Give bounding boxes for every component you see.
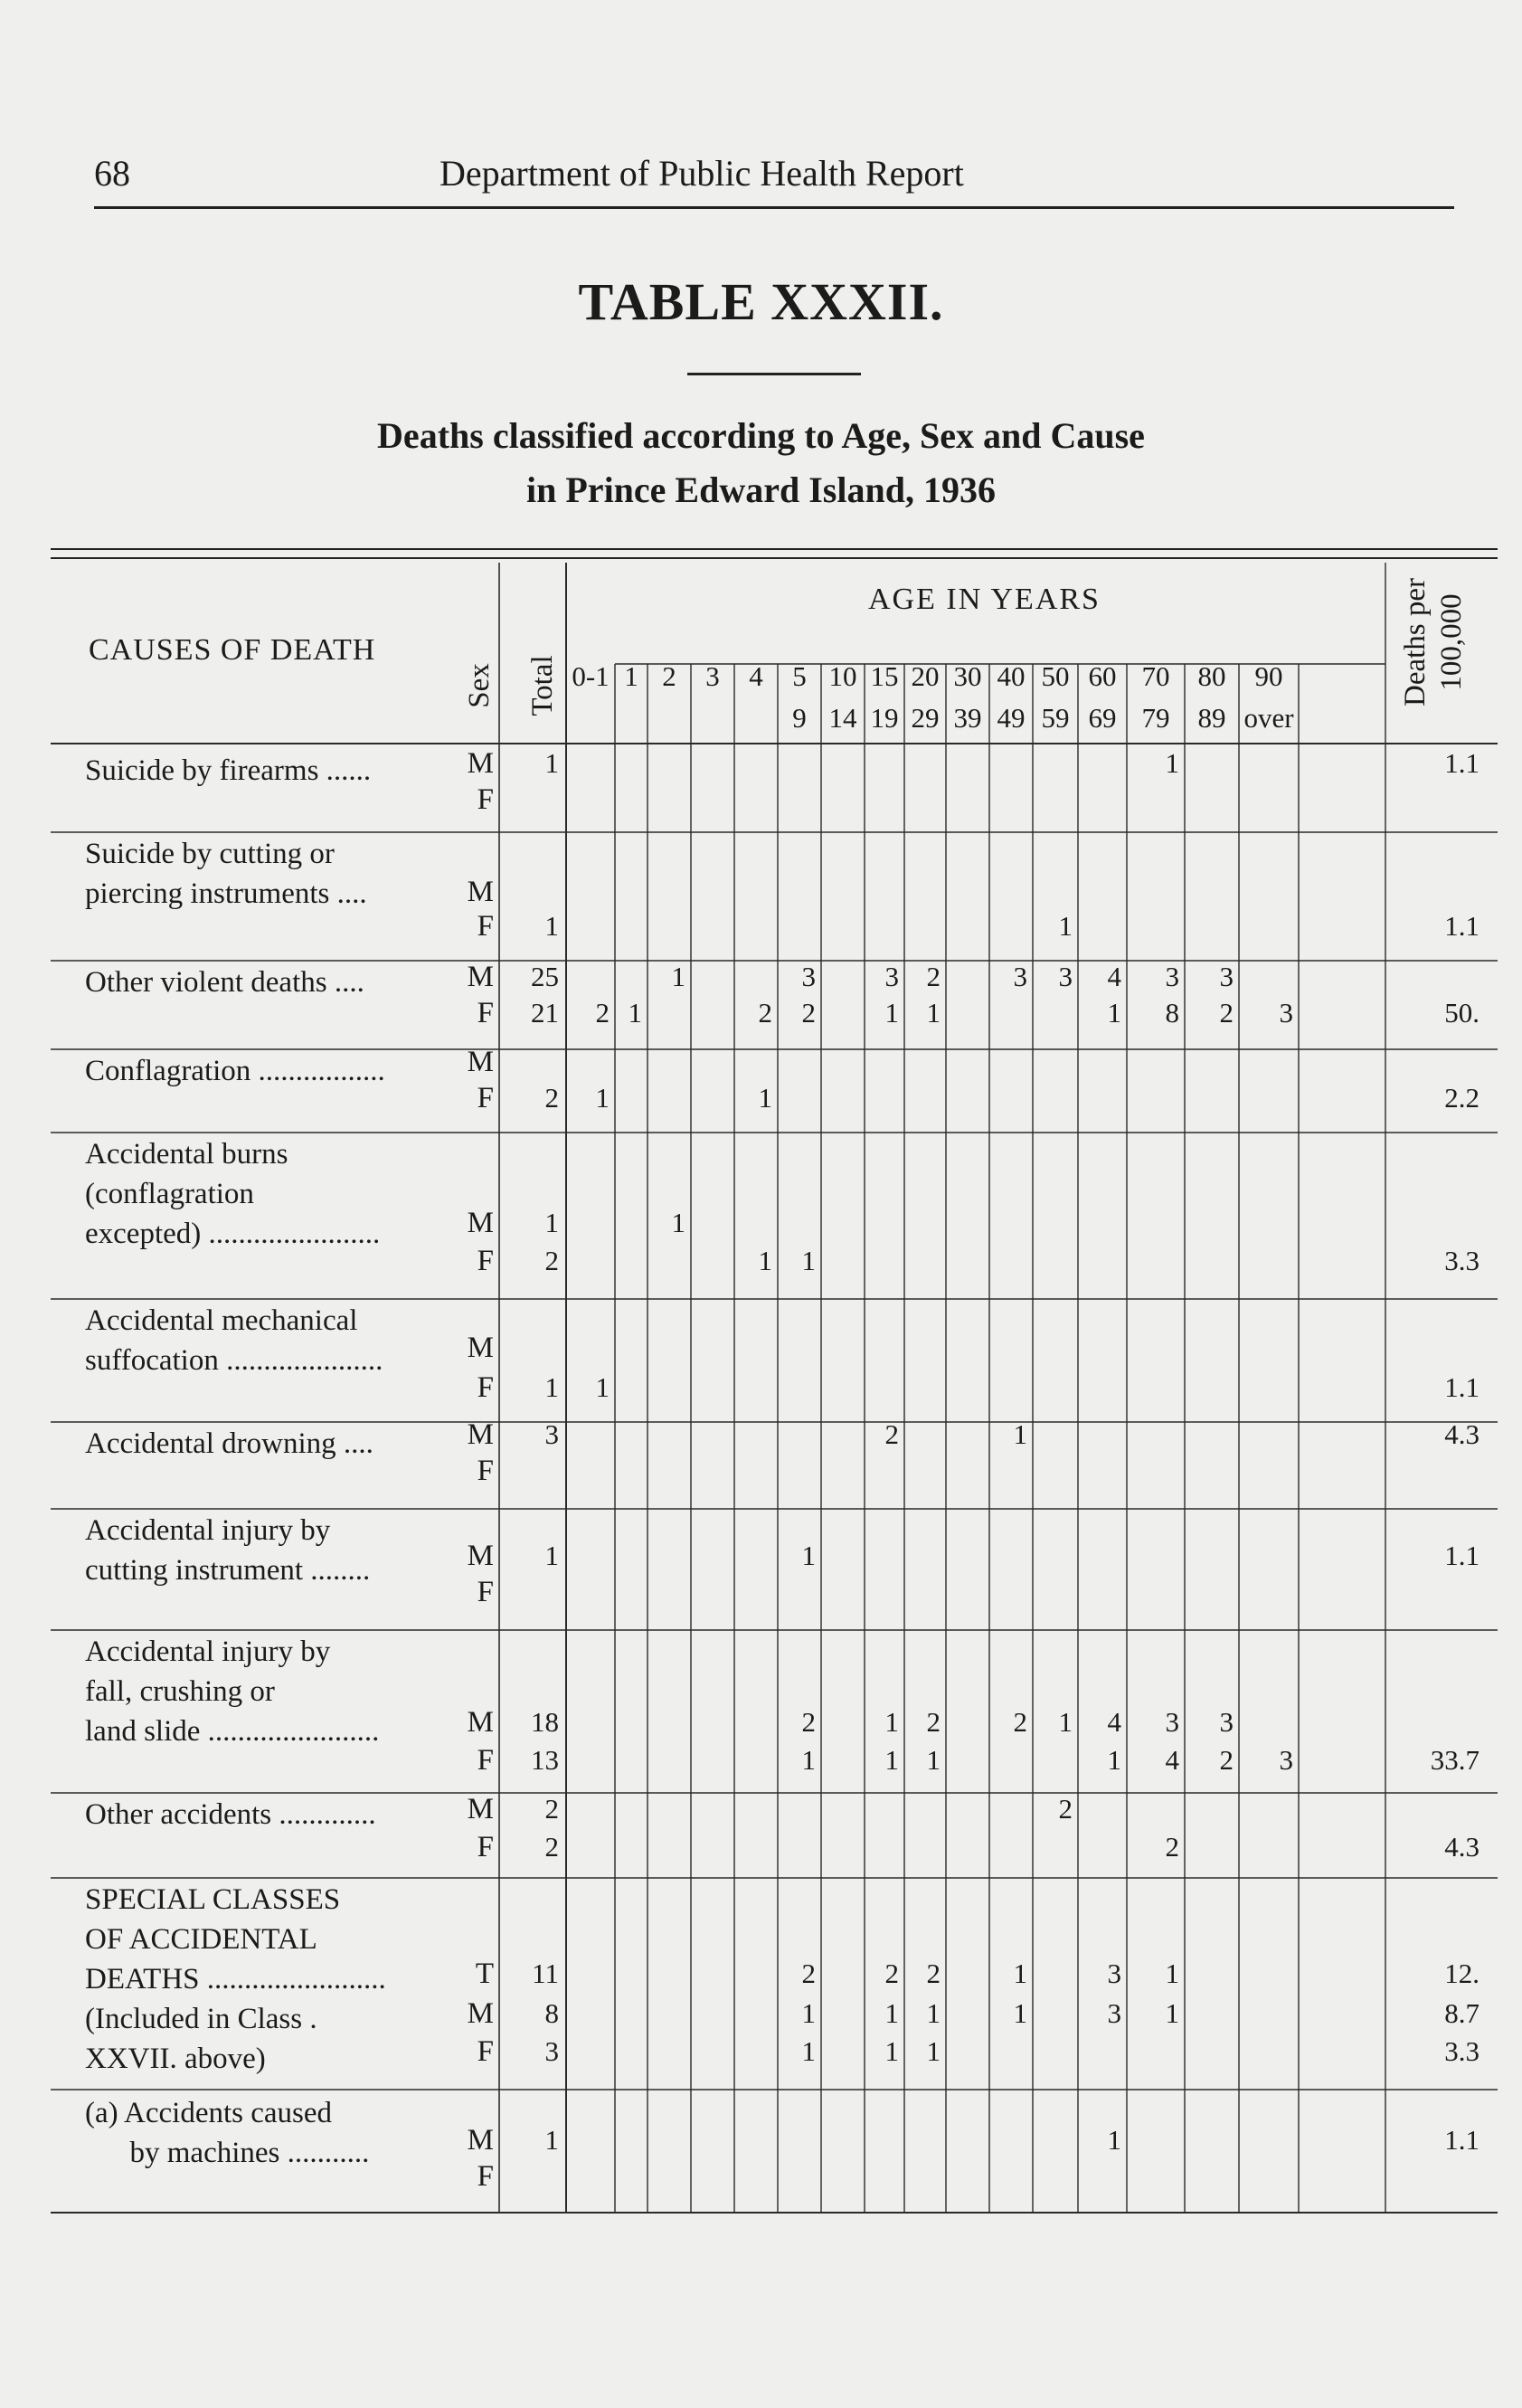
age-group-header-top: 15	[870, 660, 899, 692]
age-count-cell: 2	[1058, 1793, 1073, 1825]
age-count-cell: 1	[884, 997, 899, 1029]
death-rate-cell: 50.	[1444, 997, 1479, 1029]
age-count-cell: 2	[926, 1958, 941, 1989]
age-group-header-bottom: over	[1243, 702, 1294, 734]
age-count-cell: 2	[926, 1706, 941, 1738]
page-number: 68	[94, 153, 130, 194]
age-group-header-top: 30	[953, 660, 982, 692]
age-count-cell: 1	[1165, 1997, 1179, 2029]
age-count-cell: 2	[801, 1958, 816, 1989]
age-count-cell: 3	[1279, 1744, 1293, 1776]
age-count-cell: 1	[884, 1706, 899, 1738]
table-subtitle-line1: Deaths classified according to Age, Sex and Cause	[377, 415, 1145, 456]
age-count-cell: 1	[758, 1082, 772, 1114]
sex-cell: M	[467, 747, 494, 780]
age-group-header-bottom: 9	[792, 702, 807, 734]
age-count-cell: 3	[1013, 961, 1027, 992]
age-count-cell: 2	[926, 961, 941, 992]
age-group-header-top: 50	[1041, 660, 1070, 692]
age-count-cell: 4	[1165, 1744, 1179, 1776]
death-rate-cell: 4.3	[1444, 1418, 1479, 1450]
total-cell: 11	[532, 1958, 559, 1989]
sex-cell: F	[477, 2160, 494, 2193]
age-group-header-top: 4	[749, 660, 763, 692]
cause-label-line: piercing instruments ....	[85, 877, 367, 910]
death-rate-cell: 1.1	[1444, 910, 1479, 942]
age-in-years-header: AGE IN YEARS	[868, 583, 1101, 616]
total-column-header: Total	[526, 655, 559, 716]
total-cell: 3	[544, 1418, 559, 1450]
cause-label-line: SPECIAL CLASSES	[85, 1883, 341, 1916]
sex-cell: F	[477, 1831, 494, 1863]
death-rate-cell: 1.1	[1444, 2124, 1479, 2156]
cause-of-death-label	[85, 1632, 379, 1751]
death-rate-cell: 8.7	[1444, 1997, 1479, 2029]
cause-of-death-label	[85, 1511, 370, 1590]
sex-cell: M	[467, 876, 494, 908]
age-count-cell: 3	[1058, 961, 1073, 992]
total-cell: 3	[544, 2035, 559, 2067]
age-count-cell: 2	[801, 997, 816, 1029]
age-count-cell: 1	[1058, 1706, 1073, 1738]
age-count-cell: 1	[1013, 1997, 1027, 2029]
age-count-cell: 3	[1219, 1706, 1234, 1738]
cause-label-line: excepted) .......................	[85, 1218, 381, 1250]
total-cell: 1	[544, 910, 559, 942]
death-rate-cell: 3.3	[1444, 2035, 1479, 2067]
age-count-cell: 1	[1165, 747, 1179, 779]
age-count-cell: 1	[1165, 1958, 1179, 1989]
age-count-cell: 3	[884, 961, 899, 992]
total-cell: 1	[544, 2124, 559, 2156]
rate-column-header-2	[1436, 552, 1472, 733]
age-group-header-bottom: 49	[997, 702, 1026, 734]
age-group-header-bottom: 69	[1088, 702, 1117, 734]
sex-cell: T	[475, 1958, 494, 1990]
age-count-cell: 2	[1219, 997, 1234, 1029]
cause-label-line: DEATHS ........................	[85, 1963, 386, 1996]
causes-of-death-header: CAUSES OF DEATH	[89, 633, 376, 667]
age-count-cell: 2	[758, 997, 772, 1029]
cause-of-death-label	[85, 751, 371, 791]
age-count-cell: 2	[1013, 1706, 1027, 1738]
cause-label-line: Accidental drowning ....	[85, 1427, 373, 1460]
cause-label-line: suffocation .....................	[85, 1344, 383, 1377]
age-count-cell: 1	[671, 961, 685, 992]
cause-of-death-label	[85, 1301, 383, 1380]
cause-label-line: cutting instrument ........	[85, 1554, 371, 1587]
sex-cell: M	[467, 1540, 494, 1572]
cause-label-line: Accidental mechanical	[85, 1304, 358, 1337]
age-count-cell: 1	[801, 2035, 816, 2067]
age-count-cell: 3	[801, 961, 816, 992]
running-title: Department of Public Health Report	[440, 153, 964, 194]
age-count-cell: 4	[1107, 961, 1121, 992]
table-subtitle-line2: in Prince Edward Island, 1936	[526, 469, 996, 510]
cause-of-death-label	[85, 1051, 385, 1091]
sex-cell: M	[467, 1418, 494, 1451]
age-count-cell: 1	[926, 997, 941, 1029]
sex-cell: F	[477, 997, 494, 1029]
age-group-header-bottom: 14	[828, 702, 857, 734]
cause-label-line: Suicide by cutting or	[85, 838, 335, 870]
cause-label-line: Accidental injury by	[85, 1514, 331, 1547]
age-count-cell: 2	[884, 1958, 899, 1989]
cause-label-line: (conflagration	[85, 1178, 254, 1210]
cause-label-line: Conflagration .................	[85, 1055, 385, 1087]
total-cell: 2	[544, 1831, 559, 1863]
age-count-cell: 1	[884, 2035, 899, 2067]
age-count-cell: 1	[628, 997, 642, 1029]
total-cell: 1	[544, 1207, 559, 1238]
total-cell: 1	[544, 1540, 559, 1571]
cause-label-line: (a) Accidents caused	[85, 2097, 333, 2129]
age-count-cell: 1	[926, 1744, 941, 1776]
age-group-header-bottom: 79	[1141, 702, 1170, 734]
cause-of-death-label	[85, 2093, 369, 2173]
sex-cell: M	[467, 961, 494, 993]
age-count-cell: 3	[1107, 1997, 1121, 2029]
death-rate-cell: 12.	[1444, 1958, 1479, 1989]
death-rate-cell: 4.3	[1444, 1831, 1479, 1863]
sex-cell: F	[477, 1744, 494, 1777]
age-group-header-bottom: 89	[1197, 702, 1226, 734]
age-count-cell: 8	[1165, 997, 1179, 1029]
death-rate-cell: 33.7	[1430, 1744, 1479, 1776]
age-count-cell: 1	[595, 1082, 610, 1114]
age-count-cell: 2	[884, 1418, 899, 1450]
age-count-cell: 3	[1165, 1706, 1179, 1738]
sex-cell: F	[477, 1371, 494, 1404]
sex-cell: F	[477, 2035, 494, 2068]
rate-header-line1: Deaths per	[1399, 577, 1432, 707]
total-cell: 8	[544, 1997, 559, 2029]
age-group-header-top: 1	[624, 660, 638, 692]
cause-label-line: land slide .......................	[85, 1715, 380, 1748]
age-count-cell: 1	[1107, 1744, 1121, 1776]
total-cell: 13	[531, 1744, 559, 1776]
cause-label-line: OF ACCIDENTAL	[85, 1923, 317, 1956]
death-rate-cell: 2.2	[1444, 1082, 1479, 1114]
age-count-cell: 3	[1165, 961, 1179, 992]
cause-label-line: by machines ...........	[85, 2137, 370, 2169]
age-group-header-top: 90	[1254, 660, 1283, 692]
age-count-cell: 2	[595, 997, 610, 1029]
age-count-cell: 1	[758, 1245, 772, 1276]
sex-cell: F	[477, 1455, 494, 1487]
age-count-cell: 1	[1058, 910, 1073, 942]
cause-of-death-label	[85, 834, 367, 914]
age-count-cell: 3	[1107, 1958, 1121, 1989]
total-cell: 2	[544, 1245, 559, 1276]
age-count-cell: 2	[801, 1706, 816, 1738]
cause-label-line: XXVII. above)	[85, 2043, 266, 2075]
age-count-cell: 1	[801, 1540, 816, 1571]
death-rate-cell: 1.1	[1444, 747, 1479, 779]
age-group-header-bottom: 39	[953, 702, 982, 734]
cause-label-line: Accidental burns	[85, 1138, 288, 1171]
sex-cell: M	[467, 1332, 494, 1364]
age-count-cell: 1	[1013, 1418, 1027, 1450]
age-count-cell: 1	[671, 1207, 685, 1238]
age-group-header-top: 40	[997, 660, 1026, 692]
cause-of-death-label	[85, 1134, 380, 1254]
age-group-header-top: 70	[1141, 660, 1170, 692]
sex-cell: M	[467, 2124, 494, 2157]
sex-cell: F	[477, 1245, 494, 1277]
total-cell: 2	[544, 1082, 559, 1114]
cause-label-line: Other violent deaths ....	[85, 966, 364, 999]
cause-label-line: fall, crushing or	[85, 1675, 275, 1708]
age-group-header-bottom: 59	[1041, 702, 1070, 734]
age-count-cell: 3	[1219, 961, 1234, 992]
cause-of-death-label	[85, 1795, 376, 1834]
age-count-cell: 1	[1013, 1958, 1027, 1989]
age-group-header-bottom: 19	[870, 702, 899, 734]
sex-cell: M	[467, 1706, 494, 1739]
age-count-cell: 1	[926, 1997, 941, 2029]
sex-cell: F	[477, 910, 494, 943]
age-group-header-top: 3	[705, 660, 720, 692]
age-count-cell: 1	[801, 1997, 816, 2029]
age-count-cell: 1	[1107, 2124, 1121, 2156]
age-count-cell: 2	[1165, 1831, 1179, 1863]
age-count-cell: 1	[926, 2035, 941, 2067]
rate-header-line2: 100,000	[1435, 593, 1468, 691]
age-count-cell: 1	[595, 1371, 610, 1403]
cause-label-line: Suicide by firearms ......	[85, 754, 372, 787]
age-count-cell: 1	[1107, 997, 1121, 1029]
total-cell: 1	[544, 747, 559, 779]
total-cell: 25	[531, 961, 559, 992]
sex-column-header: Sex	[463, 663, 496, 708]
death-rate-cell: 3.3	[1444, 1245, 1479, 1276]
total-cell: 2	[544, 1793, 559, 1825]
age-count-cell: 1	[884, 1997, 899, 2029]
total-cell: 18	[531, 1706, 559, 1738]
age-group-header-bottom: 29	[911, 702, 940, 734]
age-count-cell: 1	[801, 1245, 816, 1276]
age-count-cell: 3	[1279, 997, 1293, 1029]
age-count-cell: 1	[884, 1744, 899, 1776]
age-group-header-top: 20	[911, 660, 940, 692]
age-group-header-top: 60	[1088, 660, 1117, 692]
age-group-header-top: 10	[828, 660, 857, 692]
age-group-header-top: 5	[792, 660, 807, 692]
age-count-cell: 4	[1107, 1706, 1121, 1738]
total-cell: 1	[544, 1371, 559, 1403]
sex-cell: M	[467, 1046, 494, 1078]
cause-of-death-label	[85, 1880, 386, 2079]
death-rate-cell: 1.1	[1444, 1371, 1479, 1403]
sex-cell: F	[477, 1576, 494, 1608]
age-group-header-top: 0-1	[572, 660, 610, 692]
age-count-cell: 2	[1219, 1744, 1234, 1776]
sex-cell: F	[477, 1082, 494, 1114]
age-group-header-top: 2	[662, 660, 676, 692]
cause-of-death-label	[85, 1424, 373, 1464]
rate-column-header	[1400, 552, 1436, 733]
cause-label-line: Other accidents .............	[85, 1798, 376, 1831]
total-cell: 21	[531, 997, 559, 1029]
age-group-header-top: 80	[1197, 660, 1226, 692]
sex-cell: M	[467, 1997, 494, 2030]
table-title: TABLE XXXII.	[578, 272, 944, 331]
sex-cell: M	[467, 1207, 494, 1239]
cause-label-line: Accidental injury by	[85, 1635, 331, 1668]
cause-of-death-label	[85, 962, 364, 1002]
cause-label-line: (Included in Class .	[85, 2003, 317, 2035]
death-rate-cell: 1.1	[1444, 1540, 1479, 1571]
sex-cell: F	[477, 783, 494, 816]
sex-cell: M	[467, 1793, 494, 1825]
age-count-cell: 1	[801, 1744, 816, 1776]
